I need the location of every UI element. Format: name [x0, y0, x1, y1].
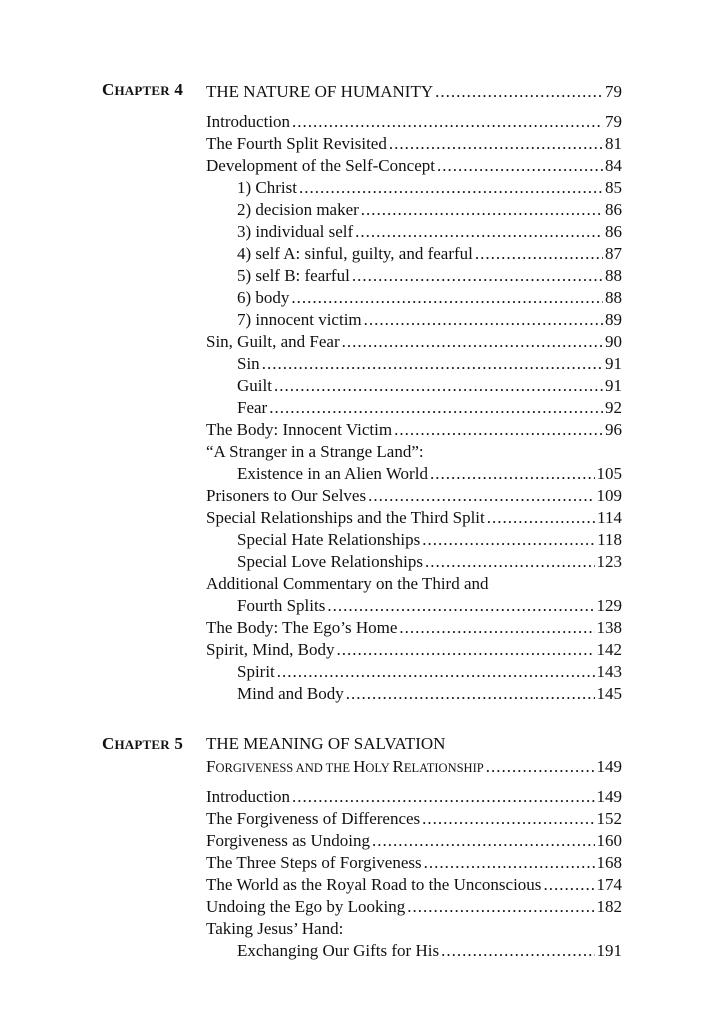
toc-entry-title: The Three Steps of Forgiveness	[206, 853, 422, 872]
toc-subentry[interactable]	[237, 309, 622, 331]
toc-subentry[interactable]	[237, 661, 622, 683]
toc-entry-page: 138	[596, 618, 622, 637]
leader-dots	[269, 397, 603, 419]
toc-entry-title: 5) self B: fearful	[237, 266, 350, 285]
leader-dots	[486, 756, 595, 778]
leader-dots	[422, 808, 594, 830]
leader-dots	[437, 155, 603, 177]
toc-subentry[interactable]	[237, 177, 622, 199]
toc-entry-title: Introduction	[206, 112, 291, 131]
toc-entry[interactable]	[206, 419, 622, 441]
toc-entry-title: 2) decision maker	[237, 200, 359, 219]
subtitle-cap: R	[392, 757, 404, 776]
leader-dots	[543, 874, 594, 896]
leader-dots	[430, 463, 595, 485]
leader-dots	[361, 199, 603, 221]
leader-dots	[292, 111, 603, 133]
toc-entry-title: Special Love Relationships	[237, 552, 424, 571]
toc-subentry[interactable]	[237, 375, 622, 397]
chapter-4-title-page: 79	[605, 82, 622, 101]
chapter-4-title-line[interactable]	[206, 81, 622, 103]
leader-dots	[407, 896, 594, 918]
toc-subentry[interactable]	[237, 243, 622, 265]
toc-subentry[interactable]	[237, 529, 622, 551]
toc-subentry[interactable]	[237, 265, 622, 287]
toc-entry-title: Forgiveness as Undoing	[206, 831, 371, 850]
toc-subentry[interactable]	[237, 463, 622, 485]
toc-entry[interactable]	[206, 111, 622, 133]
chapter-5-label	[102, 734, 183, 754]
toc-entry-page: 92	[605, 398, 622, 417]
toc-entry-page: 123	[596, 552, 622, 571]
toc-entry[interactable]	[206, 852, 622, 874]
leader-dots	[441, 940, 594, 962]
toc-entry[interactable]	[206, 507, 622, 529]
toc-entry-title: 6) body	[237, 288, 290, 307]
toc-entry-title: Special Relationships and the Third Split	[206, 508, 485, 527]
toc-entry-page: 149	[596, 787, 622, 806]
toc-entry-page: 79	[605, 112, 622, 131]
toc-entry-title: 7) innocent victim	[237, 310, 362, 329]
toc-entry-title: Guilt	[237, 376, 272, 395]
toc-entry-page: 90	[605, 332, 622, 351]
toc-entry-heading[interactable]: Additional Commentary on the Third and	[206, 574, 489, 593]
leader-dots	[487, 507, 595, 529]
toc-subentry[interactable]	[237, 397, 622, 419]
toc-entry-page: 168	[596, 853, 622, 872]
leader-dots	[336, 639, 594, 661]
toc-entry-title: Mind and Body	[237, 684, 344, 703]
toc-entry-page: 152	[596, 809, 622, 828]
toc-entry-page: 81	[605, 134, 622, 153]
subtitle-sc: ORGIVENESS AND THE	[215, 761, 354, 775]
toc-entry-page: 142	[596, 640, 622, 659]
chapter-4-label	[102, 80, 183, 100]
toc-entry-page: 84	[605, 156, 622, 175]
toc-entry[interactable]	[206, 896, 622, 918]
leader-dots	[399, 617, 594, 639]
subtitle-cap: F	[206, 757, 216, 776]
leader-dots	[364, 309, 603, 331]
toc-entry-page: 96	[605, 420, 622, 439]
leader-dots	[424, 852, 595, 874]
leader-dots	[389, 133, 603, 155]
toc-entry-title: Undoing the Ego by Looking	[206, 897, 406, 916]
chapter-4-label-rest: HAPTER	[114, 83, 170, 98]
chapter-5-label-initial: C	[102, 734, 115, 753]
leader-dots	[277, 661, 595, 683]
chapter-5-title[interactable]: THE MEANING OF SALVATION	[206, 734, 446, 753]
subtitle-sc: ELATIONSHIP	[403, 761, 484, 775]
toc-entry-page: 86	[605, 200, 622, 219]
toc-entry[interactable]	[206, 874, 622, 896]
toc-entry-page: 114	[597, 508, 622, 527]
toc-entry-title: Introduction	[206, 787, 291, 806]
toc-entry-title: The Forgiveness of Differences	[206, 809, 421, 828]
toc-entry-title: 4) self A: sinful, guilty, and fearful	[237, 244, 473, 263]
chapter-5-subtitle	[206, 756, 484, 779]
toc-entry-title: The World as the Royal Road to the Unconscious	[206, 875, 542, 894]
leader-dots	[435, 81, 603, 103]
leader-dots	[368, 485, 594, 507]
toc-entry-title: Sin, Guilt, and Fear	[206, 332, 340, 351]
toc-entry-page: 191	[596, 941, 622, 960]
leader-dots	[372, 830, 594, 852]
toc-entry-title: Fourth Splits	[237, 596, 326, 615]
toc-entry[interactable]	[206, 639, 622, 661]
leader-dots	[262, 353, 603, 375]
toc-entry[interactable]	[206, 830, 622, 852]
toc-entry-heading[interactable]: Taking Jesus’ Hand:	[206, 919, 344, 938]
toc-entry-page: 88	[605, 266, 622, 285]
toc-entry-title: Development of the Self-Concept	[206, 156, 435, 175]
toc-entry-page: 91	[605, 376, 622, 395]
toc-entry-title: Spirit, Mind, Body	[206, 640, 335, 659]
leader-dots	[291, 287, 603, 309]
chapter-5-subtitle-line[interactable]	[206, 756, 622, 778]
chapter-4-title: THE NATURE OF HUMANITY	[206, 82, 434, 101]
toc-entry-page: 118	[597, 530, 622, 549]
toc-subentry[interactable]	[237, 287, 622, 309]
toc-entry-page: 109	[596, 486, 622, 505]
toc-subentry[interactable]	[237, 595, 622, 617]
toc-entry-page: 145	[596, 684, 622, 703]
toc-entry-title: Fear	[237, 398, 268, 417]
toc-subentry[interactable]	[237, 199, 622, 221]
toc-entry[interactable]	[206, 155, 622, 177]
toc-entry-page: 129	[596, 596, 622, 615]
subtitle-sc: OLY	[365, 761, 393, 775]
toc-entry-page: 174	[596, 875, 622, 894]
toc-entry-title: Sin	[237, 354, 260, 373]
toc-entry-page: 143	[596, 662, 622, 681]
chapter-4-number: 4	[174, 80, 184, 99]
toc-entry-title: 3) individual self	[237, 222, 354, 241]
toc-entry-title: Prisoners to Our Selves	[206, 486, 367, 505]
toc-subentry[interactable]	[237, 940, 622, 962]
toc-entry-title: The Body: Innocent Victim	[206, 420, 393, 439]
leader-dots	[299, 177, 603, 199]
leader-dots	[425, 551, 594, 573]
toc-subentry[interactable]	[237, 683, 622, 705]
toc-entry-page: 105	[596, 464, 622, 483]
toc-entry-title: Exchanging Our Gifts for His	[237, 941, 440, 960]
leader-dots	[327, 595, 594, 617]
toc-subentry[interactable]	[237, 221, 622, 243]
toc-subentry[interactable]	[237, 551, 622, 573]
toc-subentry[interactable]	[237, 353, 622, 375]
toc-entry-heading[interactable]: “A Stranger in a Strange Land”:	[206, 442, 424, 461]
toc-entry[interactable]	[206, 808, 622, 830]
toc-entry[interactable]	[206, 617, 622, 639]
toc-entry-title: The Fourth Split Revisited	[206, 134, 387, 153]
leader-dots	[352, 265, 603, 287]
toc-entry-page: 86	[605, 222, 622, 241]
chapter-4-label-initial: C	[102, 80, 115, 99]
leader-dots	[292, 786, 594, 808]
toc-entry-title: Existence in an Alien World	[237, 464, 428, 483]
leader-dots	[274, 375, 603, 397]
toc-entry-page: 88	[605, 288, 622, 307]
toc-entry-page: 182	[596, 897, 622, 916]
toc-entry-title: 1) Christ	[237, 178, 297, 197]
leader-dots	[342, 331, 603, 353]
toc-entry-page: 160	[596, 831, 622, 850]
leader-dots	[475, 243, 603, 265]
toc-entry-title: Spirit	[237, 662, 275, 681]
toc-entry[interactable]	[206, 485, 622, 507]
leader-dots	[355, 221, 603, 243]
toc-entry-page: 85	[605, 178, 622, 197]
leader-dots	[394, 419, 603, 441]
toc-entry-page: 87	[605, 244, 622, 263]
leader-dots	[346, 683, 595, 705]
chapter-5-number: 5	[174, 734, 184, 753]
toc-entry-page: 89	[605, 310, 622, 329]
chapter-5-subtitle-page: 149	[596, 757, 622, 776]
toc-entry[interactable]	[206, 133, 622, 155]
toc-entry[interactable]	[206, 786, 622, 808]
subtitle-cap: H	[353, 757, 366, 776]
leader-dots	[422, 529, 595, 551]
toc-entry-title: Special Hate Relationships	[237, 530, 421, 549]
toc-entry-title: The Body: The Ego’s Home	[206, 618, 398, 637]
chapter-5-label-rest: HAPTER	[114, 737, 170, 752]
toc-entry[interactable]	[206, 331, 622, 353]
toc-entry-page: 91	[605, 354, 622, 373]
